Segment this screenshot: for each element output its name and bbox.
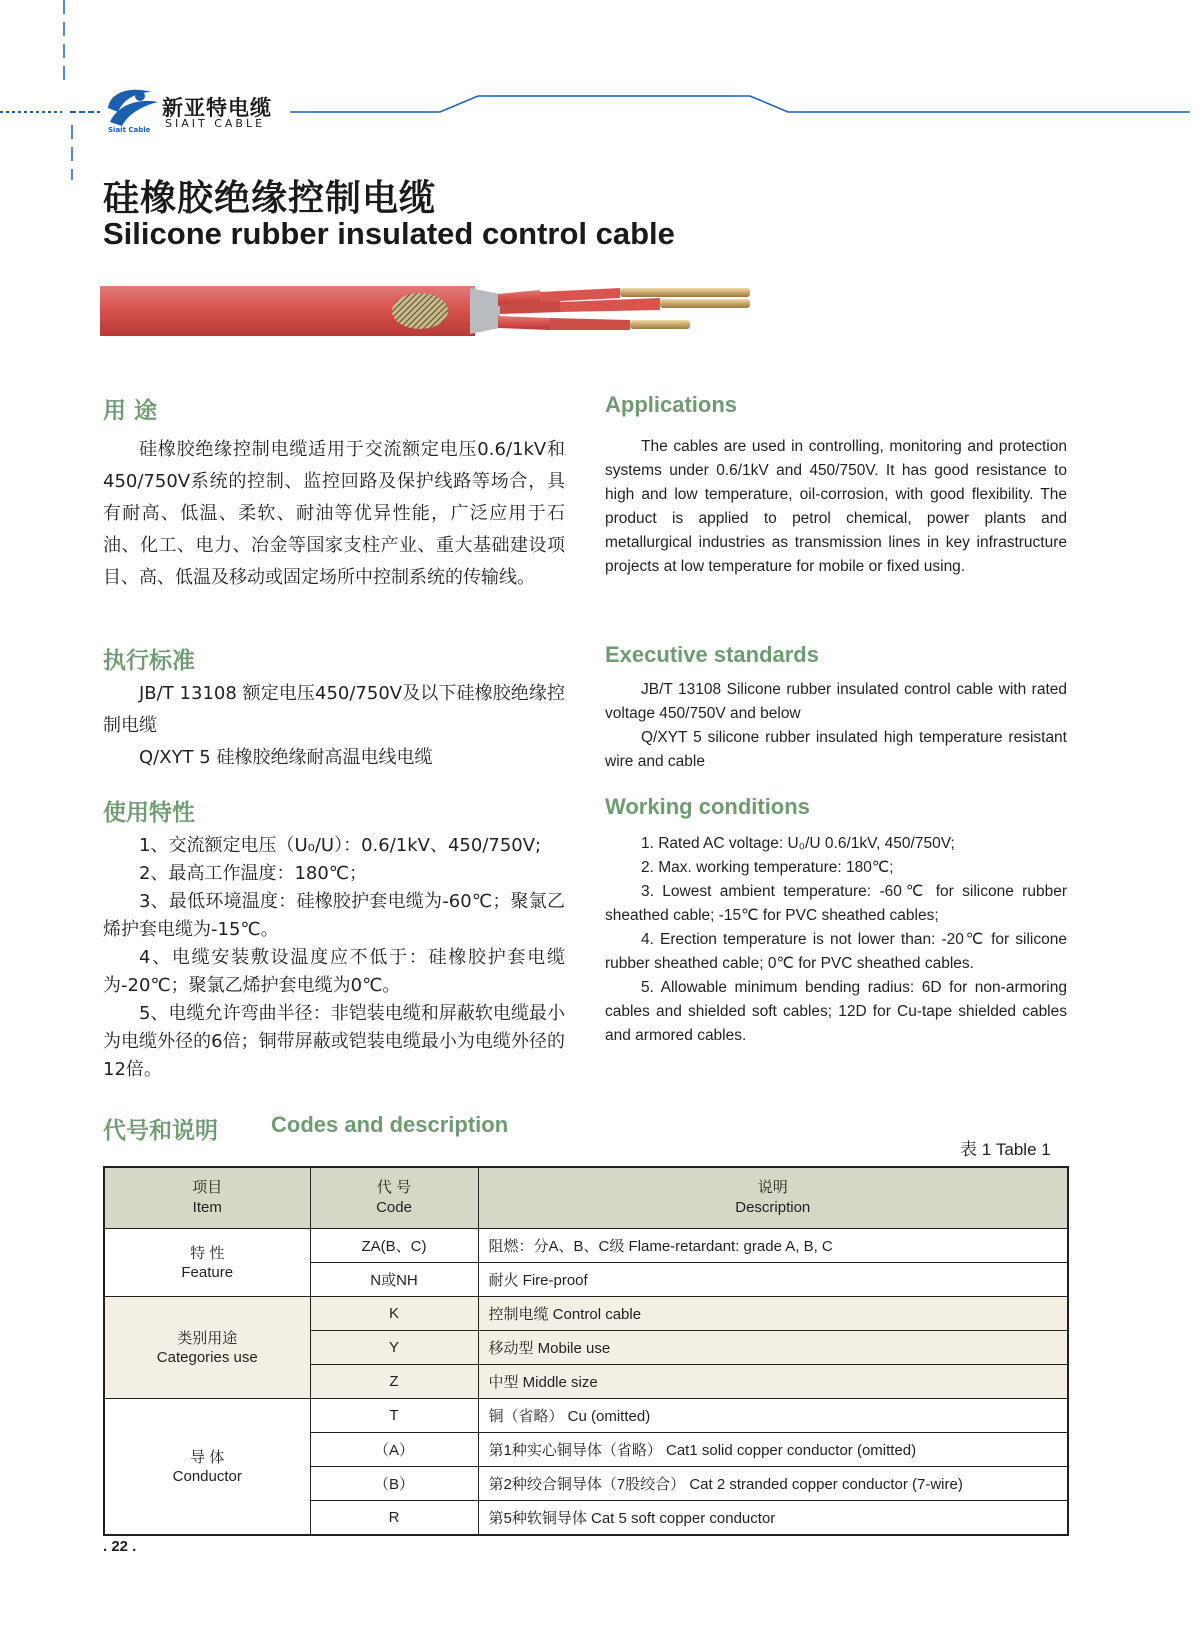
logo-caption: Siait Cable xyxy=(108,126,151,134)
codes-heading-en: Codes and description xyxy=(271,1112,509,1137)
condition-item-cn: 4、电缆安装敷设温度应不低于：硅橡胶护套电缆为-20℃；聚氯乙烯护套电缆为0℃。 xyxy=(103,947,565,996)
column-header-item: 项目 Item xyxy=(104,1167,310,1229)
condition-item-cn: 1、交流额定电压（U₀/U）：0.6/1kV、450/750V; xyxy=(139,835,542,856)
description-cell: 中型 Middle size xyxy=(478,1365,1068,1399)
standards-heading-cn: 执行标准 xyxy=(103,648,195,674)
standards-heading-en: Executive standards xyxy=(605,642,819,667)
page-title-chinese: 硅橡胶绝缘控制电缆 xyxy=(103,178,437,219)
logo-icon xyxy=(108,90,158,126)
description-cell: 耐火 Fire-proof xyxy=(478,1263,1068,1297)
description-cell: 铜（省略） Cu (omitted) xyxy=(478,1399,1068,1433)
condition-item-cn: 3、最低环境温度：硅橡胶护套电缆为-60℃；聚氯乙烯护套电缆为-15℃。 xyxy=(103,891,565,940)
condition-item-cn: 5、电缆允许弯曲半径：非铠装电缆和屏蔽软电缆最小为电缆外径的6倍；铜带屏蔽或铠装电缆最小为电缆外径的12倍。 xyxy=(103,1003,565,1080)
standard-item-cn: Q/XYT 5 硅橡胶绝缘耐高温电线电缆 xyxy=(139,747,433,768)
table-row xyxy=(104,1399,1068,1433)
code-cell: T xyxy=(310,1399,478,1433)
group-conductor: 导 体 Conductor xyxy=(104,1399,310,1536)
conditions-heading-cn: 使用特性 xyxy=(103,800,195,826)
column-header-description: 说明 Description xyxy=(478,1167,1068,1229)
code-cell: N或NH xyxy=(310,1263,478,1297)
applications-text-cn: 硅橡胶绝缘控制电缆适用于交流额定电压0.6/1kV和450/750V系统的控制、监控回路及保护线路等场合，具有耐高、低温、柔软、耐油等优异性能，广泛应用于石油、化工、电力、冶金等国家支柱产业、重大基础建设项目、高、低温及移动或固定场所中控制系统的传输线。 xyxy=(103,439,565,588)
standard-item-en: Q/XYT 5 silicone rubber insulated high temperature resistant wire and cable xyxy=(605,729,1067,770)
description-cell: 第2种绞合铜导体（7股绞合） Cat 2 stranded copper conductor (7-wire) xyxy=(478,1467,1068,1501)
description-cell: 阻燃：分A、B、C级 Flame-retardant: grade A, B, C xyxy=(478,1229,1068,1263)
standard-item-cn: JB/T 13108 额定电压450/750V及以下硅橡胶绝缘控制电缆 xyxy=(103,683,565,736)
code-cell: （B） xyxy=(310,1467,478,1501)
page-title-english: Silicone rubber insulated control cable xyxy=(103,216,675,251)
applications-heading-cn: 用 途 xyxy=(103,398,158,424)
code-cell: Y xyxy=(310,1331,478,1365)
table-caption: 表 1 Table 1 xyxy=(960,1140,1051,1159)
description-cell: 第1种实心铜导体（省略） Cat1 solid copper conductor (omitted) xyxy=(478,1433,1068,1467)
applications-heading-en: Applications xyxy=(605,392,738,417)
table-row xyxy=(104,1229,1068,1263)
standards-list-en xyxy=(605,678,1067,774)
condition-item-en: 5. Allowable minimum bending radius: 6D for non-armoring cables and shielded soft cables; 12D for Cu-tape shielded cables and armored cables. xyxy=(605,979,1067,1044)
code-cell: （A） xyxy=(310,1433,478,1467)
standards-list-cn xyxy=(103,678,565,774)
description-cell: 移动型 Mobile use xyxy=(478,1331,1068,1365)
condition-item-en: 3. Lowest ambient temperature: -60℃ for silicone rubber sheathed cable; -15℃ for PVC sheathed cables; xyxy=(605,883,1067,924)
codes-heading-cn: 代号和说明 xyxy=(103,1118,218,1144)
description-cell: 控制电缆 Control cable xyxy=(478,1297,1068,1331)
group-feature: 特 性 Feature xyxy=(104,1229,310,1297)
conditions-list-en xyxy=(605,832,1067,1048)
conditions-heading-en: Working conditions xyxy=(605,794,810,819)
column-header-code: 代 号 Code xyxy=(310,1167,478,1229)
description-cell: 第5种软铜导体 Cat 5 soft copper conductor xyxy=(478,1501,1068,1536)
condition-item-en: 1. Rated AC voltage: U₀/U 0.6/1kV, 450/750V; xyxy=(641,835,955,852)
logo-chinese-name: 新亚特电缆 xyxy=(162,95,272,120)
cable-illustration xyxy=(100,286,780,356)
code-cell: K xyxy=(310,1297,478,1331)
table-row xyxy=(104,1297,1068,1331)
condition-item-cn: 2、最高工作温度：180℃； xyxy=(139,863,368,884)
applications-text-en: The cables are used in controlling, monitoring and protection systems under 0.6/1kV and 450/750V. It has good resistance to high and low temperature, oil-corrosion, with good flexibility. The product is applied to petrol chemical, power plants and metallurgical industries as transmission lines in key infrastructure projects at low temperature for mobile or fixed using. xyxy=(605,438,1067,575)
table-header-row xyxy=(104,1167,1068,1229)
conditions-list-cn xyxy=(103,832,565,1084)
code-cell: R xyxy=(310,1501,478,1536)
condition-item-en: 4. Erection temperature is not lower than: -20℃ for silicone rubber sheathed cable; 0℃ for PVC sheathed cables. xyxy=(605,931,1067,972)
condition-item-en: 2. Max. working temperature: 180℃; xyxy=(641,859,894,876)
group-categories-use: 类别用途 Categories use xyxy=(104,1297,310,1399)
codes-table xyxy=(103,1166,1069,1536)
standard-item-en: JB/T 13108 Silicone rubber insulated control cable with rated voltage 450/750V and below xyxy=(605,681,1067,722)
page-number: . 22 . xyxy=(103,1538,137,1555)
logo-english-name: SIAIT CABLE xyxy=(165,117,266,130)
code-cell: Z xyxy=(310,1365,478,1399)
code-cell: ZA(B、C) xyxy=(310,1229,478,1263)
